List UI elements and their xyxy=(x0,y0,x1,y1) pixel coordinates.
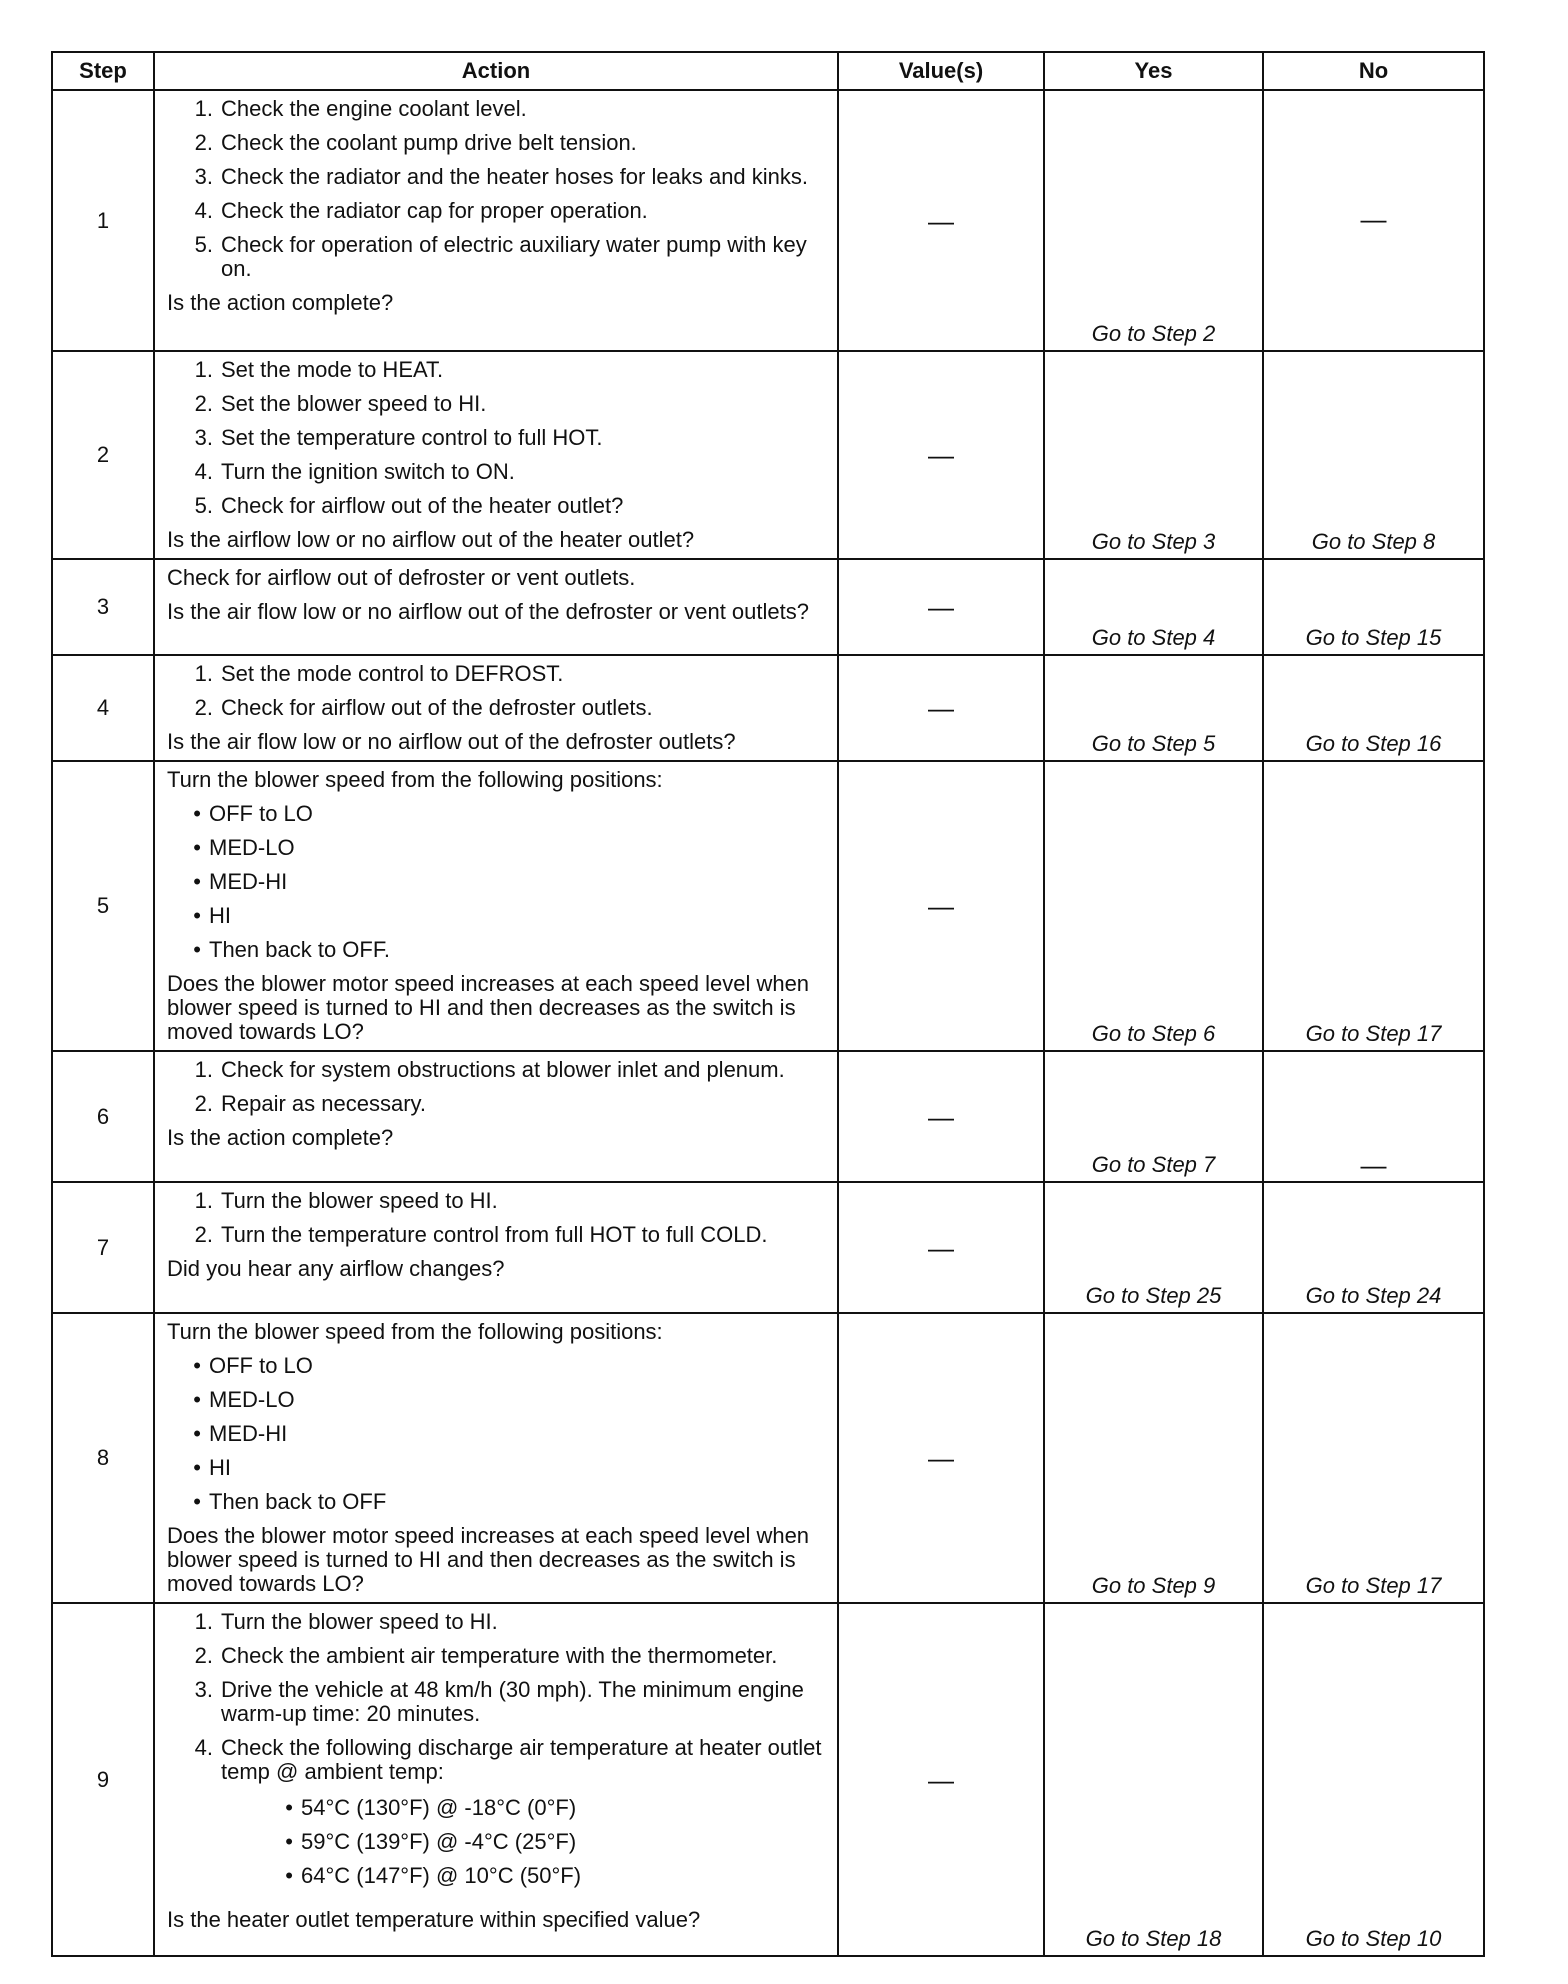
action-question: Is the heater outlet temperature within specified value? xyxy=(167,1907,701,1932)
bullet-icon: • xyxy=(285,1863,293,1888)
bullet-item xyxy=(167,1422,829,1446)
table-row xyxy=(52,1051,1484,1182)
action-step-number: 4. xyxy=(194,459,213,484)
action-cell xyxy=(154,1313,838,1603)
action-step xyxy=(167,1644,829,1668)
bullet-item xyxy=(167,1354,829,1378)
bullet-text: HI xyxy=(209,1455,231,1480)
bullet-list xyxy=(167,802,829,962)
action-step-text: Check for airflow out of the defroster outlets. xyxy=(221,695,653,720)
table-row xyxy=(52,90,1484,351)
header-yes: Yes xyxy=(1044,52,1263,90)
sub-bullet-item xyxy=(221,1864,829,1888)
action-step-text: Check for operation of electric auxiliary water pump with key on. xyxy=(221,232,807,281)
bullet-text: MED-LO xyxy=(209,835,295,860)
bullet-text: OFF to LO xyxy=(209,1353,313,1378)
action-steps-list xyxy=(167,1189,829,1247)
action-step-text: Check for system obstructions at blower inlet and plenum. xyxy=(221,1057,785,1082)
value-cell: — xyxy=(838,351,1044,559)
no-cell: Go to Step 16 xyxy=(1263,655,1484,761)
header-action: Action xyxy=(154,52,838,90)
action-step xyxy=(167,1736,829,1898)
action-step xyxy=(167,1678,829,1726)
no-cell: — xyxy=(1263,90,1484,351)
action-step xyxy=(167,131,829,155)
action-step-number: 3. xyxy=(194,425,213,450)
action-steps-list xyxy=(167,1058,829,1116)
bullet-item xyxy=(167,904,829,928)
action-step-text: Turn the blower speed to HI. xyxy=(221,1188,498,1213)
action-cell xyxy=(154,1051,838,1182)
bullet-icon: • xyxy=(193,1455,201,1480)
bullet-item xyxy=(167,938,829,962)
action-step-number: 1. xyxy=(194,661,213,686)
bullet-icon: • xyxy=(193,937,201,962)
value-cell: — xyxy=(838,559,1044,655)
table-row xyxy=(52,351,1484,559)
table-row xyxy=(52,1313,1484,1603)
action-intro: Turn the blower speed from the following positions: xyxy=(167,767,663,792)
action-cell xyxy=(154,90,838,351)
value-cell: — xyxy=(838,655,1044,761)
action-step-text: Check the radiator and the heater hoses for leaks and kinks. xyxy=(221,164,809,189)
action-step-text: Set the mode control to DEFROST. xyxy=(221,661,564,686)
action-step-number: 1. xyxy=(194,1057,213,1082)
bullet-text: MED-LO xyxy=(209,1387,295,1412)
action-step-text: Set the blower speed to HI. xyxy=(221,391,487,416)
step-number: 7 xyxy=(52,1182,154,1313)
action-step-text: Drive the vehicle at 48 km/h (30 mph). The minimum engine warm-up time: 20 minutes. xyxy=(221,1677,804,1726)
bullet-icon: • xyxy=(193,1421,201,1446)
bullet-icon: • xyxy=(193,1353,201,1378)
action-intro: Check for airflow out of defroster or vent outlets. xyxy=(167,565,636,590)
action-step-text: Set the temperature control to full HOT. xyxy=(221,425,603,450)
table-row xyxy=(52,1603,1484,1956)
bullet-item xyxy=(167,802,829,826)
bullet-item xyxy=(167,1388,829,1412)
bullet-item xyxy=(167,870,829,894)
no-cell: Go to Step 15 xyxy=(1263,559,1484,655)
yes-cell: Go to Step 2 xyxy=(1044,90,1263,351)
action-question: Is the air flow low or no airflow out of the defroster or vent outlets? xyxy=(167,599,809,624)
value-cell: — xyxy=(838,1051,1044,1182)
step-number: 4 xyxy=(52,655,154,761)
no-cell: — xyxy=(1263,1051,1484,1182)
action-step-text: Check the radiator cap for proper operation. xyxy=(221,198,648,223)
step-number: 1 xyxy=(52,90,154,351)
action-steps-list xyxy=(167,662,829,720)
action-step-number: 1. xyxy=(194,1609,213,1634)
action-step-number: 1. xyxy=(194,96,213,121)
bullet-text: HI xyxy=(209,903,231,928)
action-step-number: 1. xyxy=(194,1188,213,1213)
action-step-text: Check the following discharge air temperature at heater outlet temp @ ambient temp: xyxy=(221,1735,822,1784)
action-step xyxy=(167,426,829,450)
diagnostic-table xyxy=(51,51,1485,1957)
no-cell: Go to Step 8 xyxy=(1263,351,1484,559)
value-cell: — xyxy=(838,1603,1044,1956)
value-cell: — xyxy=(838,1313,1044,1603)
bullet-item xyxy=(167,1490,829,1514)
action-step-text: Set the mode to HEAT. xyxy=(221,357,444,382)
action-question: Is the action complete? xyxy=(167,1125,394,1150)
bullet-item xyxy=(167,836,829,860)
table-row xyxy=(52,1182,1484,1313)
action-step-number: 1. xyxy=(194,357,213,382)
step-number: 2 xyxy=(52,351,154,559)
value-cell: — xyxy=(838,90,1044,351)
action-step-number: 2. xyxy=(194,130,213,155)
no-cell: Go to Step 17 xyxy=(1263,1313,1484,1603)
bullet-text: Then back to OFF xyxy=(209,1489,387,1514)
action-step xyxy=(167,1058,829,1082)
action-steps-list xyxy=(167,97,829,281)
action-step-number: 2. xyxy=(194,391,213,416)
sub-bullet-item xyxy=(221,1830,829,1854)
action-question: Is the air flow low or no airflow out of the defroster outlets? xyxy=(167,729,736,754)
action-cell xyxy=(154,655,838,761)
action-step-number: 2. xyxy=(194,1091,213,1116)
action-question: Does the blower motor speed increases at each speed level when blower speed is turned to HI and then decreases as the switch is moved towards LO? xyxy=(167,1523,810,1596)
action-step xyxy=(167,97,829,121)
no-cell: Go to Step 17 xyxy=(1263,761,1484,1051)
action-cell xyxy=(154,1182,838,1313)
bullet-text: OFF to LO xyxy=(209,801,313,826)
action-steps-list xyxy=(167,358,829,518)
action-step-number: 3. xyxy=(194,1677,213,1702)
bullet-text: MED-HI xyxy=(209,869,288,894)
action-intro: Turn the blower speed from the following positions: xyxy=(167,1319,663,1344)
action-steps-list xyxy=(167,1610,829,1898)
bullet-icon: • xyxy=(193,801,201,826)
action-step xyxy=(167,1092,829,1116)
action-step-number: 4. xyxy=(194,1735,213,1760)
bullet-item xyxy=(167,1456,829,1480)
action-cell xyxy=(154,351,838,559)
table-row xyxy=(52,761,1484,1051)
bullet-icon: • xyxy=(193,903,201,928)
action-step-text: Turn the blower speed to HI. xyxy=(221,1609,498,1634)
action-cell xyxy=(154,761,838,1051)
bullet-icon: • xyxy=(193,835,201,860)
action-question: Did you hear any airflow changes? xyxy=(167,1256,505,1281)
bullet-icon: • xyxy=(285,1829,293,1854)
action-step xyxy=(167,460,829,484)
action-step-number: 4. xyxy=(194,198,213,223)
action-step-number: 2. xyxy=(194,1643,213,1668)
action-step xyxy=(167,696,829,720)
header-values: Value(s) xyxy=(838,52,1044,90)
step-number: 5 xyxy=(52,761,154,1051)
step-number: 9 xyxy=(52,1603,154,1956)
header-row xyxy=(52,52,1484,90)
yes-cell: Go to Step 25 xyxy=(1044,1182,1263,1313)
action-step xyxy=(167,494,829,518)
action-question: Is the airflow low or no airflow out of the heater outlet? xyxy=(167,527,695,552)
action-step xyxy=(167,1610,829,1634)
sub-bullet-list xyxy=(221,1796,829,1888)
action-step-text: Check the coolant pump drive belt tension. xyxy=(221,130,637,155)
action-step xyxy=(167,199,829,223)
action-step xyxy=(167,1223,829,1247)
yes-cell: Go to Step 7 xyxy=(1044,1051,1263,1182)
bullet-icon: • xyxy=(193,1489,201,1514)
yes-cell: Go to Step 6 xyxy=(1044,761,1263,1051)
yes-cell: Go to Step 3 xyxy=(1044,351,1263,559)
yes-cell: Go to Step 4 xyxy=(1044,559,1263,655)
action-step-number: 2. xyxy=(194,695,213,720)
no-cell: Go to Step 10 xyxy=(1263,1603,1484,1956)
action-step-text: Turn the ignition switch to ON. xyxy=(221,459,515,484)
table-body xyxy=(52,90,1484,1956)
bullet-icon: • xyxy=(193,869,201,894)
action-step xyxy=(167,392,829,416)
bullet-icon: • xyxy=(193,1387,201,1412)
sub-bullet-text: 64°C (147°F) @ 10°C (50°F) xyxy=(301,1863,582,1888)
no-cell: Go to Step 24 xyxy=(1263,1182,1484,1313)
bullet-text: Then back to OFF. xyxy=(209,937,390,962)
sub-bullet-text: 54°C (130°F) @ -18°C (0°F) xyxy=(301,1795,577,1820)
action-step-text: Check the ambient air temperature with the thermometer. xyxy=(221,1643,778,1668)
yes-cell: Go to Step 18 xyxy=(1044,1603,1263,1956)
action-step xyxy=(167,1189,829,1213)
header-no: No xyxy=(1263,52,1484,90)
bullet-list xyxy=(167,1354,829,1514)
table-row xyxy=(52,655,1484,761)
yes-cell: Go to Step 9 xyxy=(1044,1313,1263,1603)
action-step-text: Check the engine coolant level. xyxy=(221,96,527,121)
sub-bullet-text: 59°C (139°F) @ -4°C (25°F) xyxy=(301,1829,577,1854)
action-step xyxy=(167,165,829,189)
value-cell: — xyxy=(838,1182,1044,1313)
action-question: Is the action complete? xyxy=(167,290,394,315)
action-step-text: Repair as necessary. xyxy=(221,1091,427,1116)
action-step-text: Check for airflow out of the heater outlet? xyxy=(221,493,624,518)
value-cell: — xyxy=(838,761,1044,1051)
action-step-number: 5. xyxy=(194,232,213,257)
step-number: 3 xyxy=(52,559,154,655)
table-row xyxy=(52,559,1484,655)
sub-bullet-item xyxy=(221,1796,829,1820)
action-question: Does the blower motor speed increases at each speed level when blower speed is turned to HI and then decreases as the switch is moved towards LO? xyxy=(167,971,810,1044)
action-step xyxy=(167,233,829,281)
action-step-number: 2. xyxy=(194,1222,213,1247)
yes-cell: Go to Step 5 xyxy=(1044,655,1263,761)
action-step xyxy=(167,662,829,686)
action-step-number: 3. xyxy=(194,164,213,189)
action-step xyxy=(167,358,829,382)
header-step: Step xyxy=(52,52,154,90)
bullet-icon: • xyxy=(285,1795,293,1820)
bullet-text: MED-HI xyxy=(209,1421,288,1446)
action-step-body xyxy=(221,1736,829,1898)
step-number: 8 xyxy=(52,1313,154,1603)
action-step-number: 5. xyxy=(194,493,213,518)
action-cell xyxy=(154,1603,838,1956)
action-step-text: Turn the temperature control from full HOT to full COLD. xyxy=(221,1222,768,1247)
action-cell xyxy=(154,559,838,655)
step-number: 6 xyxy=(52,1051,154,1182)
